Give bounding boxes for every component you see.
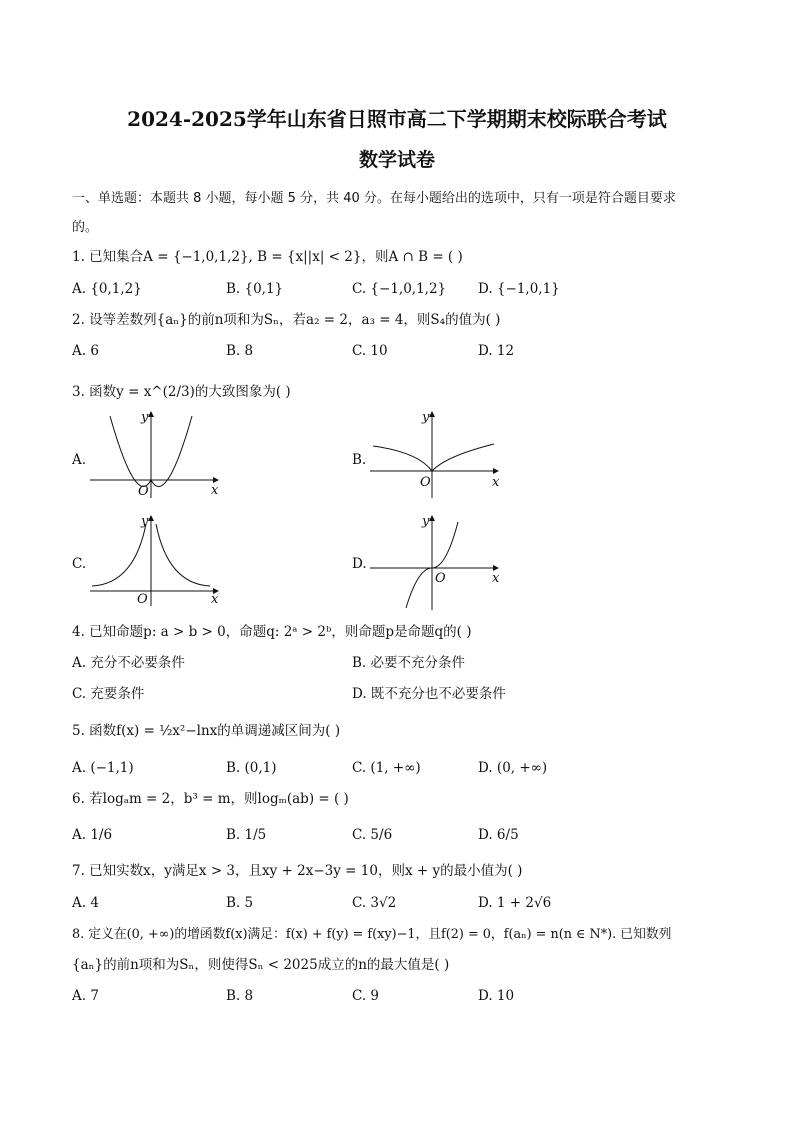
origin-label: O (137, 592, 148, 607)
origin-label: O (435, 571, 446, 586)
q6-option-c: C. 5/6 (352, 827, 393, 843)
q6-option-d: D. 6/5 (478, 827, 519, 843)
q1-option-a: A. {0,1,2} (72, 281, 142, 297)
q1-option-c: C. {−1,0,1,2} (352, 281, 447, 297)
y-label: y (141, 410, 149, 425)
curve-c-right (156, 524, 210, 586)
q8-option-a: A. 7 (72, 988, 99, 1004)
q4-option-c: C. 充要条件 (72, 686, 145, 702)
question-8-stem-line1: 8. 定义在(0, +∞)的增函数f(x)满足：f(x) + f(y) = f(xy)−1，且f(2) = 0，f(aₙ) = n(n ∈ N*). 已知数列 (72, 927, 672, 942)
exam-title: 2024-2025学年山东省日照市高二下学期期末校际联合考试 (127, 107, 667, 131)
graph-d (368, 512, 504, 612)
question-8-stem-line2: {aₙ}的前n项和为Sₙ，则使得Sₙ < 2025成立的n的最大值是( ) (72, 957, 450, 973)
q2-option-c: C. 10 (352, 343, 388, 359)
origin-label: O (138, 484, 149, 499)
q2-option-a: A. 6 (72, 343, 99, 359)
exam-subtitle: 数学试卷 (358, 149, 435, 171)
x-label: x (211, 483, 219, 498)
q5-option-c: C. (1, +∞) (352, 760, 421, 776)
section-heading-line1: 一、单选题：本题共 8 小题，每小题 5 分，共 40 分。在每小题给出的选项中，只有一项是符合题目要求 (72, 191, 676, 206)
graph-c (88, 512, 224, 608)
q3-option-d-label: D. (352, 556, 367, 572)
question-7-stem: 7. 已知实数x，y满足x > 3，且xy + 2x−3y = 10，则x + y的最小值为( ) (72, 863, 523, 879)
q8-option-c: C. 9 (352, 988, 380, 1004)
q5-option-a: A. (−1,1) (72, 760, 134, 776)
graph-a (88, 408, 224, 500)
question-6-stem: 6. 若logₐm = 2，b³ = m，则logₘ(ab) = ( ) (72, 791, 349, 807)
curve-c-left (92, 524, 146, 586)
q4-option-b: B. 必要不充分条件 (352, 655, 466, 671)
x-label: x (492, 571, 500, 586)
q8-option-b: B. 8 (226, 988, 254, 1004)
q3-option-b-label: B. (352, 452, 367, 468)
x-label: x (211, 592, 219, 607)
q2-option-b: B. 8 (226, 343, 254, 359)
y-label: y (422, 514, 430, 529)
question-1-stem: 1. 已知集合A = {−1,0,1,2}, B = {x||x| < 2}，则A ∩ B = ( ) (72, 249, 463, 265)
q5-option-b: B. (0,1) (226, 760, 277, 776)
q5-option-d: D. (0, +∞) (478, 760, 548, 776)
q8-option-d: D. 10 (478, 988, 515, 1004)
question-3-stem: 3. 函数y = x^(2/3)的大致图象为( ) (72, 384, 291, 400)
y-label: y (141, 514, 149, 529)
q4-option-a: A. 充分不必要条件 (72, 655, 185, 671)
q2-option-d: D. 12 (478, 343, 515, 359)
curve-b (373, 444, 494, 471)
q7-option-c: C. 3√2 (352, 895, 397, 911)
q6-option-a: A. 1/6 (72, 827, 113, 843)
question-2-stem: 2. 设等差数列{aₙ}的前n项和为Sₙ，若a₂ = 2，a₃ = 4，则S₄的值为( ) (72, 312, 501, 328)
origin-label: O (420, 475, 431, 490)
q1-option-b: B. {0,1} (226, 281, 284, 297)
q6-option-b: B. 1/5 (226, 827, 267, 843)
question-5-stem: 5. 函数f(x) = ½x²−lnx的单调递减区间为( ) (72, 723, 341, 739)
x-label: x (492, 475, 500, 490)
q3-option-c-label: C. (72, 556, 87, 572)
q3-option-a-label: A. (72, 452, 87, 468)
section-heading-line2: 的。 (72, 220, 99, 235)
question-4-stem: 4. 已知命题p: a > b > 0，命题q: 2ᵃ > 2ᵇ，则命题p是命题q的( ) (72, 624, 472, 640)
y-label: y (422, 410, 430, 425)
q7-option-b: B. 5 (226, 895, 254, 911)
q7-option-a: A. 4 (72, 895, 99, 911)
graph-b (368, 408, 504, 500)
q4-option-d: D. 既不充分也不必要条件 (352, 686, 506, 702)
q1-option-d: D. {−1,0,1} (478, 281, 560, 297)
q7-option-d: D. 1 + 2√6 (478, 895, 552, 911)
